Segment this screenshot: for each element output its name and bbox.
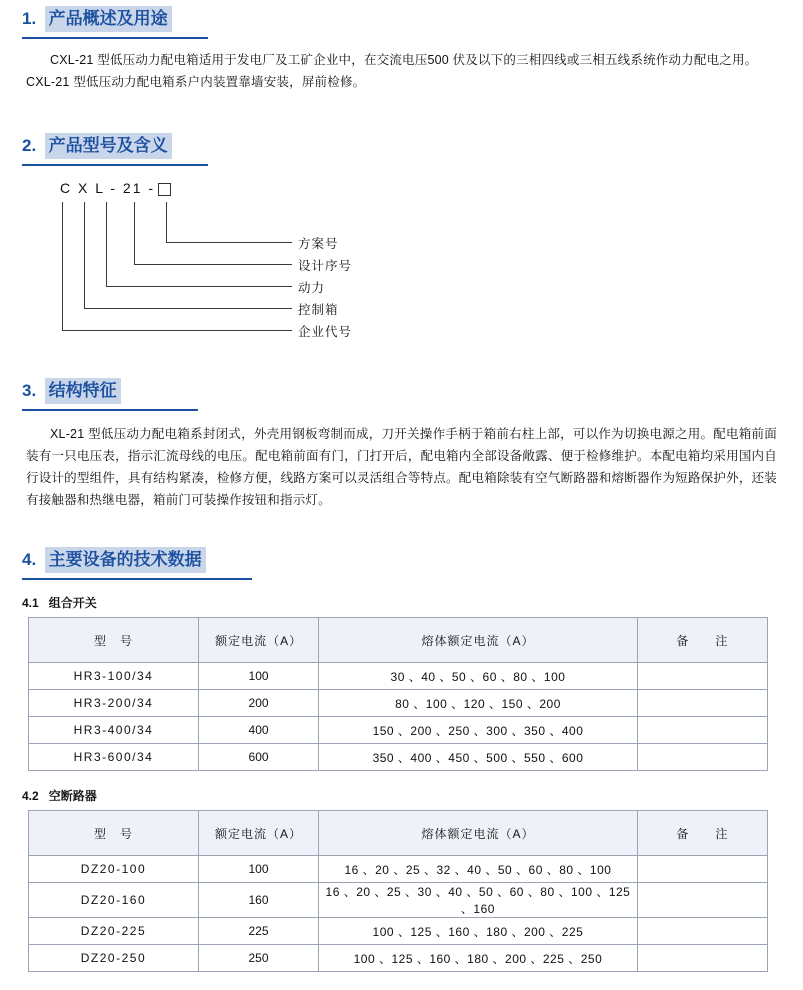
section-3-heading [22, 378, 803, 408]
section-1-paragraph-1: CXL-21 型低压动力配电箱适用于发电厂及工矿企业中，在交流电压500 伏及以下的三相四线或三相五线系统作动力配电之用。 [50, 53, 758, 67]
cell-note [637, 744, 767, 771]
leader-line-v-5 [166, 202, 167, 242]
subsection-4-1-heading [22, 594, 803, 611]
table-row [29, 690, 768, 717]
section-3-number: 3. [22, 381, 37, 400]
model-code-string: C X L - 21 - [60, 180, 156, 196]
cell-current: 225 [198, 918, 318, 945]
table-row [29, 883, 768, 918]
subsection-4-2-title: 空断路器 [48, 789, 97, 803]
section-1-title: 产品概述及用途 [45, 6, 172, 32]
model-code-box [158, 183, 171, 196]
model-label-scheme: 方案号 [298, 237, 339, 251]
table-row [29, 918, 768, 945]
cell-model: HR3-600/34 [29, 744, 199, 771]
section-4-heading [22, 547, 803, 577]
cell-model: DZ20-250 [29, 945, 199, 972]
cell-current: 100 [198, 856, 318, 883]
document-page [0, 6, 803, 990]
section-4-title: 主要设备的技术数据 [45, 547, 206, 573]
cell-note [637, 717, 767, 744]
cell-current: 400 [198, 717, 318, 744]
section-1-heading [22, 6, 803, 36]
leader-line-v-4 [134, 202, 135, 264]
cell-model: HR3-100/34 [29, 663, 199, 690]
cell-current: 160 [198, 883, 318, 918]
section-1-rule [22, 37, 208, 39]
cell-fuse: 100 、125 、160 、180 、200 、225 [319, 918, 638, 945]
cell-note [637, 690, 767, 717]
header-note: 备 注 [637, 811, 767, 856]
section-3-paragraph-1: XL-21 型低压动力配电箱系封闭式，外壳用钢板弯制而成，刀开关操作手柄于箱前右柱上部，可以作为切换电源之用。配电箱前面装有一只电压表，指示汇流母线的电压。配电箱前面有门，门打开后，配电箱内全部设备敞露、便于检修维护。本配电箱均采用国内自行设计的型组件，具有结构紧凑，检修方便，线路方案可以灵活组合等特点。配电箱除装有空气断路器和熔断器作为短路保护外，还装有接触器和热继电器，箱前门可装操作按钮和指示灯。 [26, 427, 777, 507]
table-row [29, 744, 768, 771]
header-current: 额定电流（A） [198, 618, 318, 663]
header-fuse: 熔体额定电流（A） [319, 618, 638, 663]
section-2-rule [22, 164, 208, 166]
subsection-4-2-heading [22, 787, 803, 804]
section-3-rule [22, 409, 198, 411]
cell-fuse: 30 、40 、50 、60 、80 、100 [319, 663, 638, 690]
section-4-number: 4. [22, 550, 37, 569]
leader-line-v-3 [106, 202, 107, 286]
leader-line-h-3 [106, 286, 292, 287]
cell-fuse: 100 、125 、160 、180 、200 、225 、250 [319, 945, 638, 972]
cell-fuse: 80 、100 、120 、150 、200 [319, 690, 638, 717]
table-circuit-breaker [28, 810, 768, 972]
model-label-cabinet: 控制箱 [298, 303, 339, 317]
model-label-company: 企业代号 [298, 325, 353, 339]
header-model: 型 号 [29, 618, 199, 663]
table-row [29, 663, 768, 690]
cell-fuse: 350 、400 、450 、500 、550 、600 [319, 744, 638, 771]
section-2-number: 2. [22, 136, 37, 155]
header-current: 额定电流（A） [198, 811, 318, 856]
cell-model: DZ20-160 [29, 883, 199, 918]
header-note: 备 注 [637, 618, 767, 663]
model-code-text [60, 180, 171, 196]
cell-note [637, 945, 767, 972]
cell-current: 100 [198, 663, 318, 690]
cell-model: HR3-400/34 [29, 717, 199, 744]
cell-note [637, 918, 767, 945]
model-code-diagram [0, 180, 803, 348]
cell-current: 250 [198, 945, 318, 972]
leader-line-h-4 [84, 308, 292, 309]
table-row [29, 945, 768, 972]
header-model: 型 号 [29, 811, 199, 856]
subsection-4-1-number: 4.1 [22, 596, 39, 610]
cell-fuse: 16 、20 、25 、30 、40 、50 、60 、80 、100 、125 、160 [319, 883, 638, 918]
header-fuse: 熔体额定电流（A） [319, 811, 638, 856]
cell-fuse: 16 、20 、25 、32 、40 、50 、60 、80 、100 [319, 856, 638, 883]
cell-current: 200 [198, 690, 318, 717]
section-4-rule [22, 578, 252, 580]
leader-line-h-1 [166, 242, 292, 243]
subsection-4-2-number: 4.2 [22, 789, 39, 803]
cell-note [637, 883, 767, 918]
cell-fuse: 150 、200 、250 、300 、350 、400 [319, 717, 638, 744]
model-label-design: 设计序号 [298, 259, 353, 273]
table-row [29, 856, 768, 883]
table-combination-switch [28, 617, 768, 771]
table-header-row [29, 811, 768, 856]
section-1-number: 1. [22, 9, 37, 28]
cell-model: DZ20-100 [29, 856, 199, 883]
subsection-4-1-title: 组合开关 [48, 596, 97, 610]
leader-line-v-2 [84, 202, 85, 308]
section-1-paragraph-2: CXL-21 型低压动力配电箱系户内装置靠墙安装，屏前检修。 [26, 75, 366, 89]
cell-model: DZ20-225 [29, 918, 199, 945]
section-2-title: 产品型号及含义 [45, 133, 172, 159]
leader-line-v-1 [62, 202, 63, 330]
section-3-title: 结构特征 [45, 378, 121, 404]
model-label-power: 动力 [298, 281, 326, 295]
cell-note [637, 856, 767, 883]
cell-current: 600 [198, 744, 318, 771]
table-header-row [29, 618, 768, 663]
cell-model: HR3-200/34 [29, 690, 199, 717]
cell-note [637, 663, 767, 690]
table-row [29, 717, 768, 744]
section-2-heading [22, 133, 803, 163]
leader-line-h-2 [134, 264, 292, 265]
leader-line-h-5 [62, 330, 292, 331]
